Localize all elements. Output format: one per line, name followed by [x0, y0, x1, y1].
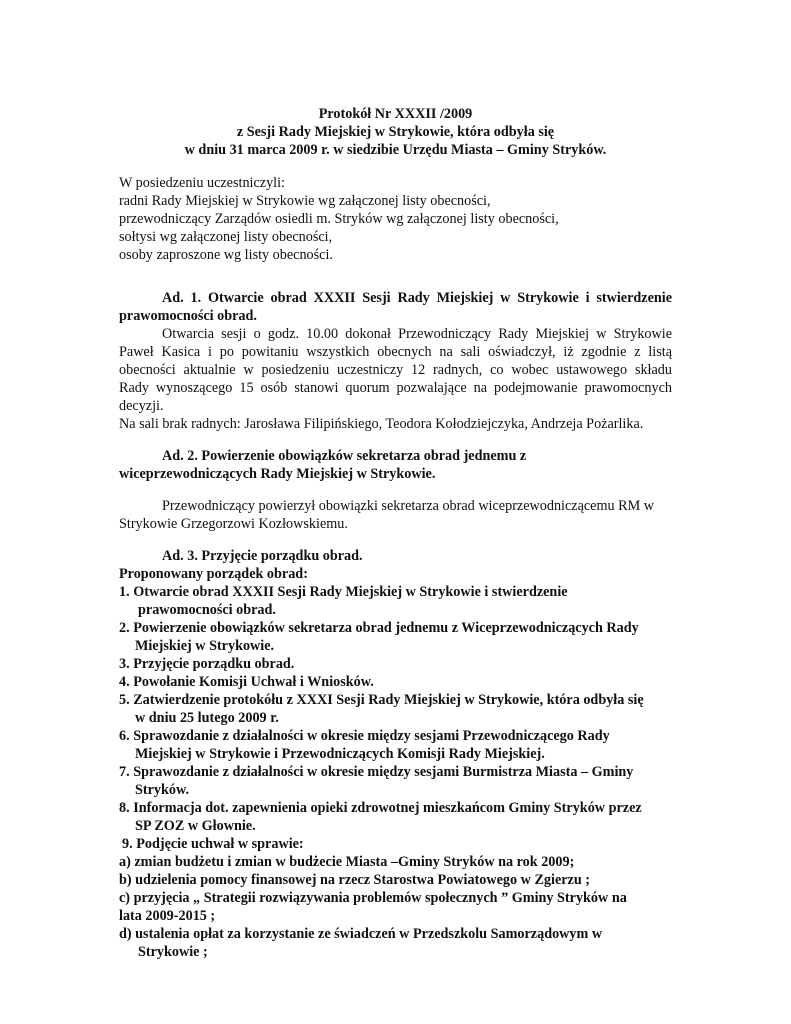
agenda-item-cont: Miejskiej w Strykowie i Przewodniczących Komisji Rady Miejskiej.	[135, 746, 545, 762]
attendance-intro: W posiedzeniu uczestniczyli:	[119, 175, 285, 191]
agenda-subitem: b) udzielenia pomocy finansowej na rzecz Starostwa Powiatowego w Zgierzu ;	[119, 872, 591, 888]
ad2-heading: Ad. 2. Powierzenie obowiązków sekretarza obrad jednemu z	[162, 448, 527, 464]
agenda-item: 3. Przyjęcie porządku obrad.	[119, 656, 295, 672]
protocol-title: Protokół Nr XXXII /2009	[318, 106, 473, 122]
agenda-subitem-cont: Strykowie ;	[138, 944, 208, 960]
agenda-subitem-cont: lata 2009-2015 ;	[119, 908, 216, 924]
agenda-subitem: c) przyjęcia „ Strategii rozwiązywania problemów społecznych ” Gminy Stryków na	[119, 890, 627, 906]
ad1-paragraph-line: Rady wynoszącego 15 osób stanowi quorum pozwalające na podejmowanie prawomocnych	[119, 380, 672, 396]
attendance-line: sołtysi wg załączonej listy obecności,	[119, 229, 333, 245]
agenda-item: 5. Zatwierdzenie protokółu z XXXI Sesji Rady Miejskiej w Strykowie, która odbyła się	[119, 692, 644, 708]
agenda-subitem: a) zmian budżetu i zmian w budżecie Miasta –Gminy Stryków na rok 2009;	[119, 854, 575, 870]
ad1-paragraph-line: decyzji.	[119, 398, 164, 414]
ad1-paragraph-line: Paweł Kasica i po powitaniu wszystkich obecnych na sali oświadczył, iż zgodnie z listą	[119, 344, 672, 360]
agenda-item: 4. Powołanie Komisji Uchwał i Wniosków.	[119, 674, 374, 690]
ad2-paragraph-line: Strykowie Grzegorzowi Kozłowskiemu.	[119, 516, 348, 532]
ad2-heading-cont: wiceprzewodniczących Rady Miejskiej w Strykowie.	[119, 466, 436, 482]
attendance-line: przewodniczący Zarządów osiedli m. Stryków wg załączonej listy obecności,	[119, 211, 559, 227]
ad1-paragraph-line: Otwarcia sesji o godz. 10.00 dokonał Przewodniczący Rady Miejskiej w Strykowie	[162, 326, 672, 342]
agenda-item: 7. Sprawozdanie z działalności w okresie między sesjami Burmistrza Miasta – Gminy	[119, 764, 634, 780]
agenda-item: 8. Informacja dot. zapewnienia opieki zdrowotnej mieszkańcom Gminy Stryków przez	[119, 800, 642, 816]
agenda-item: 6. Sprawozdanie z działalności w okresie między sesjami Przewodniczącego Rady	[119, 728, 610, 744]
agenda-item-cont: SP ZOZ w Głownie.	[135, 818, 256, 834]
ad2-paragraph-line: Przewodniczący powierzył obowiązki sekretarza obrad wiceprzewodniczącemu RM w	[162, 498, 655, 514]
protocol-subtitle: z Sesji Rady Miejskiej w Strykowie, która odbyła się	[236, 124, 555, 140]
agenda-item-cont: prawomocności obrad.	[138, 602, 276, 618]
ad3-heading: Ad. 3. Przyjęcie porządku obrad.	[162, 548, 363, 564]
attendance-line: osoby zaproszone wg listy obecności.	[119, 247, 333, 263]
attendance-line: radni Rady Miejskiej w Strykowie wg załączonej listy obecności,	[119, 193, 491, 209]
agenda-subitem: d) ustalenia opłat za korzystanie ze świadczeń w Przedszkolu Samorządowym w	[119, 926, 603, 942]
agenda-item: 2. Powierzenie obowiązków sekretarza obrad jednemu z Wiceprzewodniczących Rady	[119, 620, 639, 636]
agenda-item-cont: Miejskiej w Strykowie.	[135, 638, 275, 654]
agenda-item: 1. Otwarcie obrad XXXII Sesji Rady Miejskiej w Strykowie i stwierdzenie	[119, 584, 568, 600]
agenda-intro: Proponowany porządek obrad:	[119, 566, 308, 582]
agenda-item-cont: w dniu 25 lutego 2009 r.	[135, 710, 279, 726]
ad1-heading: Ad. 1. Otwarcie obrad XXXII Sesji Rady Miejskiej w Strykowie i stwierdzenie	[162, 290, 672, 306]
ad1-absent-councillors: Na sali brak radnych: Jarosława Filipińskiego, Teodora Kołodziejczyka, Andrzeja Pożarlika.	[119, 416, 644, 432]
ad1-heading-cont: prawomocności obrad.	[119, 308, 257, 324]
agenda-item-cont: Stryków.	[135, 782, 189, 798]
agenda-item: 9. Podjęcie uchwał w sprawie:	[122, 836, 304, 852]
protocol-date-place: w dniu 31 marca 2009 r. w siedzibie Urzędu Miasta – Gminy Stryków.	[184, 142, 607, 158]
ad1-paragraph-line: obecności aktualnie w posiedzeniu uczestniczy 12 radnych, co wobec ustawowego składu	[119, 362, 672, 378]
